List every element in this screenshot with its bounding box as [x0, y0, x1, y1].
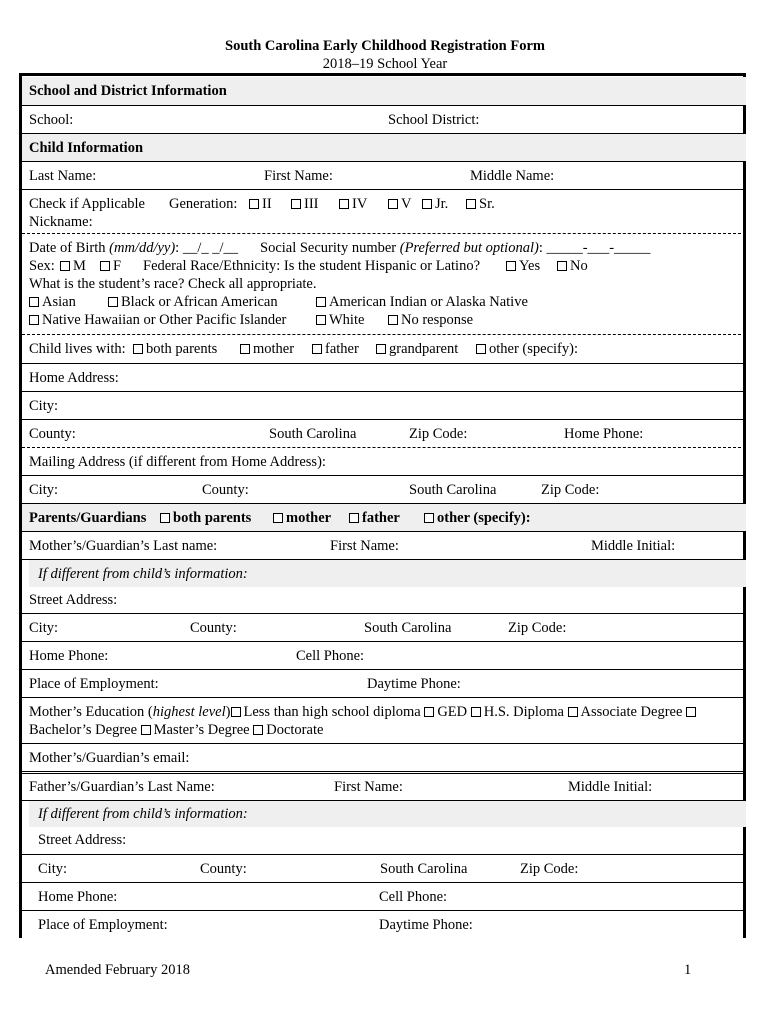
checkbox[interactable]	[60, 261, 70, 271]
mailing-zip-label: Zip Code:	[541, 482, 600, 498]
father-city-row[interactable]	[22, 854, 746, 882]
generation-row	[22, 189, 746, 233]
child-name-row[interactable]	[22, 161, 746, 189]
mailing-state-label: South Carolina	[409, 482, 497, 498]
edu-hs-option[interactable]: H.S. Diploma	[471, 704, 564, 720]
checkbox[interactable]	[506, 261, 516, 271]
race-black-option[interactable]: Black or African American	[108, 294, 278, 311]
edu-doc-option[interactable]: Doctorate	[253, 722, 323, 738]
race-pacific-option[interactable]: Native Hawaiian or Other Pacific Islander	[29, 312, 286, 329]
checkbox[interactable]	[29, 297, 39, 307]
checkbox[interactable]	[141, 725, 151, 735]
mother-if-diff-row	[22, 559, 746, 587]
mother-street-label: Street Address:	[29, 592, 118, 608]
edu-lt-hs-option[interactable]: Less than high school diploma	[231, 704, 421, 720]
father-county-label: County:	[200, 861, 247, 877]
checkbox[interactable]	[29, 315, 39, 325]
guardians-heading: Parents/Guardians	[29, 510, 147, 526]
sex-label: Sex:	[29, 258, 55, 274]
ethnicity-no-option[interactable]: No	[557, 258, 588, 275]
checkbox[interactable]	[273, 513, 283, 523]
edu-bach-checkbox[interactable]	[686, 707, 696, 717]
checkbox[interactable]	[557, 261, 567, 271]
father-cell-phone-label: Cell Phone:	[379, 889, 448, 905]
lives-father-option[interactable]: father	[312, 341, 359, 358]
sex-m-option[interactable]: M	[60, 258, 86, 275]
father-city-label: City:	[38, 861, 68, 877]
nickname-label: Nickname:	[29, 214, 93, 230]
checkbox[interactable]	[240, 344, 250, 354]
school-label: School:	[29, 112, 74, 128]
father-last-label: Father’s/Guardian’s Last Name:	[29, 779, 215, 795]
father-employment-row[interactable]	[22, 910, 746, 938]
gen-iii-option[interactable]: III	[291, 196, 319, 213]
generation-label: Generation:	[169, 196, 238, 212]
mailing-address-label: Mailing Address (if different from Home Address):	[29, 454, 326, 470]
checkbox[interactable]	[349, 513, 359, 523]
father-state-label: South Carolina	[380, 861, 468, 877]
mother-email-row[interactable]	[22, 743, 746, 771]
mother-education-line2	[29, 722, 323, 739]
guardians-father-option[interactable]: father	[349, 510, 400, 527]
sex-f-option[interactable]: F	[100, 258, 121, 275]
district-label: School District:	[388, 112, 480, 128]
checkbox[interactable]	[316, 297, 326, 307]
mother-city-label: City:	[29, 620, 59, 636]
father-if-different: If different from child’s information:	[38, 806, 248, 822]
county-label: County:	[29, 426, 76, 442]
form-subtitle: 2018–19 School Year	[322, 56, 448, 72]
gen-v-option[interactable]: V	[388, 196, 411, 213]
school-heading-row	[22, 77, 746, 105]
father-first-label: First Name:	[334, 779, 403, 795]
mailing-row[interactable]	[22, 447, 746, 475]
father-employment-label: Place of Employment:	[38, 917, 168, 933]
checkbox[interactable]	[388, 315, 398, 325]
home-phone-label: Home Phone:	[564, 426, 644, 442]
lives-grandparent-option[interactable]: grandparent	[376, 341, 458, 358]
mother-education-row	[22, 697, 746, 743]
father-daytime-label: Daytime Phone:	[379, 917, 473, 933]
edu-bach-option[interactable]: Bachelor’s Degree	[29, 722, 138, 738]
checkbox[interactable]	[249, 199, 259, 209]
city-label: City:	[29, 398, 59, 414]
mother-employment-label: Place of Employment:	[29, 676, 159, 692]
checkbox[interactable]	[476, 344, 486, 354]
school-heading: School and District Information	[29, 83, 227, 99]
mother-state-label: South Carolina	[364, 620, 452, 636]
checkbox[interactable]	[471, 707, 481, 717]
father-phone-row[interactable]	[22, 882, 746, 910]
child-first-name-label: First Name:	[264, 168, 333, 184]
mother-middle-label: Middle Initial:	[591, 538, 676, 554]
race-question: What is the student’s race? Check all appropriate.	[29, 276, 317, 292]
father-street-row[interactable]	[22, 827, 746, 854]
dob-field[interactable]: Date of Birth (mm/dd/yy): __/_ _/__	[29, 240, 239, 256]
page-number: 1	[684, 962, 692, 978]
checkbox[interactable]	[133, 344, 143, 354]
father-middle-label: Middle Initial:	[568, 779, 653, 795]
gen-sr-option[interactable]: Sr.	[466, 196, 495, 213]
lives-with-label: Child lives with:	[29, 341, 126, 357]
mother-employment-row[interactable]	[22, 669, 746, 697]
checkbox[interactable]	[466, 199, 476, 209]
county-row[interactable]	[22, 419, 746, 447]
edu-assoc-option[interactable]: Associate Degree	[568, 704, 683, 720]
mother-zip-label: Zip Code:	[508, 620, 567, 636]
checkbox[interactable]	[316, 315, 326, 325]
checkbox[interactable]	[422, 199, 432, 209]
amended-date: Amended February 2018	[45, 962, 190, 978]
mother-city-row[interactable]	[22, 613, 746, 641]
gen-jr-option[interactable]: Jr.	[422, 196, 448, 213]
demographics-row	[22, 233, 746, 334]
father-zip-label: Zip Code:	[520, 861, 579, 877]
mother-first-label: First Name:	[330, 538, 399, 554]
father-street-label: Street Address:	[38, 832, 127, 848]
ethnicity-yes-option[interactable]: Yes	[506, 258, 540, 275]
mother-phone-row[interactable]	[22, 641, 746, 669]
mother-if-different: If different from child’s information:	[38, 566, 248, 582]
city-row[interactable]	[22, 391, 746, 419]
child-heading: Child Information	[29, 140, 144, 156]
mother-email-label: Mother’s/Guardian’s email:	[29, 750, 190, 766]
ssn-field[interactable]: Social Security number (Preferred but optional): _____-___-_____	[260, 240, 651, 256]
checkbox[interactable]	[100, 261, 110, 271]
checkbox[interactable]	[388, 199, 398, 209]
checkbox[interactable]	[376, 344, 386, 354]
race-asian-option[interactable]: Asian	[29, 294, 76, 311]
checkbox[interactable]	[424, 707, 434, 717]
checkbox[interactable]	[253, 725, 263, 735]
checkbox[interactable]	[231, 707, 241, 717]
mailing-city-label: City:	[29, 482, 59, 498]
mother-home-phone-label: Home Phone:	[29, 648, 109, 664]
guardians-mother-option[interactable]: mother	[273, 510, 331, 527]
checkbox[interactable]	[160, 513, 170, 523]
checkbox[interactable]	[424, 513, 434, 523]
state-label: South Carolina	[269, 426, 357, 442]
mother-last-label: Mother’s/Guardian’s Last name:	[29, 538, 218, 554]
zip-label: Zip Code:	[409, 426, 468, 442]
edu-master-option[interactable]: Master’s Degree	[141, 722, 250, 738]
gen-iv-option[interactable]: IV	[339, 196, 367, 213]
mailing-city-row[interactable]	[22, 475, 746, 503]
mother-daytime-label: Daytime Phone:	[367, 676, 461, 692]
checkbox[interactable]	[339, 199, 349, 209]
lives-mother-option[interactable]: mother	[240, 341, 294, 358]
guardians-other-option[interactable]: other (specify):	[424, 510, 531, 527]
race-native-option[interactable]: American Indian or Alaska Native	[316, 294, 528, 311]
checkbox[interactable]	[568, 707, 578, 717]
father-home-phone-label: Home Phone:	[38, 889, 118, 905]
home-address-row[interactable]	[22, 363, 746, 391]
mother-cell-phone-label: Cell Phone:	[296, 648, 365, 664]
father-name-row[interactable]	[22, 771, 746, 800]
school-row[interactable]	[22, 105, 746, 133]
form-title: South Carolina Early Childhood Registration Form	[225, 38, 545, 54]
race-none-option[interactable]: No response	[388, 312, 473, 329]
checkbox[interactable]	[108, 297, 118, 307]
checkbox[interactable]	[291, 199, 301, 209]
lives-other-option[interactable]: other (specify):	[476, 341, 578, 358]
child-heading-row	[22, 133, 746, 161]
guardians-both-option[interactable]: both parents	[160, 510, 251, 527]
mailing-county-label: County:	[202, 482, 249, 498]
mother-street-row[interactable]	[22, 587, 746, 613]
race-white-option[interactable]: White	[316, 312, 364, 329]
ethnicity-question: Federal Race/Ethnicity: Is the student Hispanic or Latino?	[143, 258, 481, 274]
edu-ged-option[interactable]: GED	[424, 704, 467, 720]
checkbox[interactable]	[312, 344, 322, 354]
child-middle-name-label: Middle Name:	[470, 168, 555, 184]
guardians-heading-row	[22, 503, 746, 531]
lives-with-row	[22, 334, 746, 363]
child-last-name-label: Last Name:	[29, 168, 97, 184]
mother-education-line1: Mother’s Education (highest level) Less than high school diploma GED H.S. Diploma Associate Degree	[29, 704, 699, 721]
father-if-diff-row	[22, 800, 746, 827]
home-address-label: Home Address:	[29, 370, 119, 386]
check-if-applicable: Check if Applicable	[29, 196, 145, 212]
mother-county-label: County:	[190, 620, 237, 636]
mother-name-row[interactable]	[22, 531, 746, 559]
gen-ii-option[interactable]: II	[249, 196, 272, 213]
lives-both-option[interactable]: both parents	[133, 341, 217, 358]
